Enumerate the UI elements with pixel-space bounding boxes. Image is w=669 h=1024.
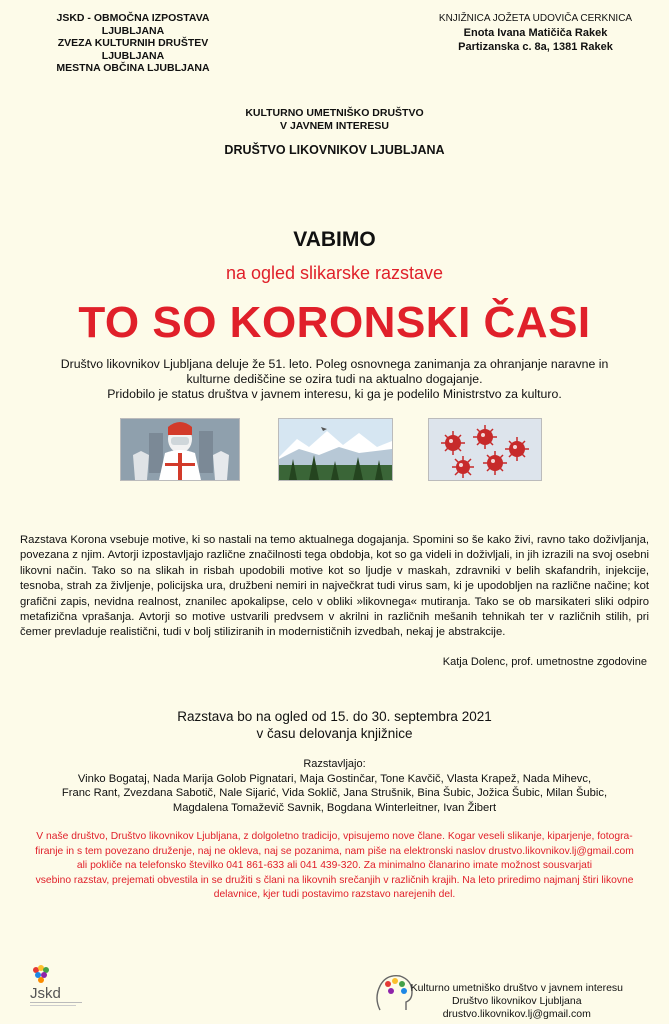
dates-line: Razstava bo na ogled od 15. do 30. septembra 2021 (177, 709, 492, 724)
footer-line: Društvo likovnikov Ljubljana (451, 995, 582, 1007)
notice-line: ali pokliče na telefonsko številko 041 861-633 ali 041 439-320. Za minimalno članarino imate možnost sousvarjati (76, 860, 593, 872)
exhibitors-line: Vinko Bogataj, Nada Marija Golob Pignatari, Maja Gostinčar, Tone Kavčič, Vlasta Krapež, Nada Mihevc, (77, 773, 592, 785)
exhibitors-list (30, 772, 639, 815)
intro-line: Društvo likovnikov Ljubljana deluje že 51. leto. Poleg osnovnega zanimanja za ohranjanje naravne in (60, 357, 609, 371)
intro-line: Pridobilo je status društva v javnem interesu, ki ga je podelilo Ministrstvo za kulturo. (107, 387, 562, 401)
org-name: DRUŠTVO LIKOVNIKOV LJUBLJANA (224, 143, 445, 157)
header-left-line: MESTNA OBČINA LJUBLJANA (56, 62, 210, 74)
header-left-line: ZVEZA KULTURNIH DRUŠTEV LJUBLJANA (57, 37, 209, 62)
exhibitors-line: Magdalena Tomaževič Savnik, Bogdana Winterleitner, Ivan Žibert (172, 801, 497, 814)
org-status-line: KULTURNO UMETNIŠKO DRUŠTVO (245, 107, 424, 119)
footer-line: Kulturno umetniško društvo v javnem interesu (410, 982, 623, 994)
header-left-line: JSKD - OBMOČNA IZPOSTAVA LJUBLJANA (56, 12, 210, 37)
jskd-logo-text: Jskd (30, 985, 61, 1002)
header-left-organizations (28, 12, 238, 75)
membership-notice (15, 830, 654, 903)
notice-line: vsebino razstav, prejemati obvestila in se družiti s člani na likovnih srečanjih v različnih krajih. Na leto priredimo najmanj štiri likovne (35, 874, 634, 886)
library-address: Partizanska c. 8a, 1381 Rakek (458, 41, 613, 53)
intro-line: kulturne dediščine se ozira tudi na aktualno dogajanje. (186, 372, 483, 386)
painting-virus-cells (428, 418, 542, 481)
invite-subtitle: na ogled slikarske razstave (225, 263, 444, 283)
notice-line: firanje in s tem povezano druženje, naj ne okleva, naj se pozanima, nam piše na elektronski naslov drustvo.likovnikov.lj@gmail.com (35, 845, 634, 857)
notice-line: V naše društvo, Društvo likovnikov Ljubljana, z dolgoletno tradicijo, vpisujemo nove člane. Kogar veseli slikanje, kiparjenje, fotogra- (36, 831, 633, 842)
org-status (0, 107, 669, 133)
painting-mountain-landscape (278, 418, 393, 481)
painting-masked-medics (120, 418, 240, 481)
org-status-line: V JAVNEM INTERESU (280, 120, 389, 132)
footer-contact (411, 982, 623, 1021)
intro-text (0, 357, 669, 402)
jskd-logo (26, 964, 86, 1012)
header-right-library (428, 12, 643, 54)
notice-line: delavnice, kjer tudi postavimo razstavo narejenih del. (213, 889, 456, 901)
dates-line: v času delovanja knjižnice (256, 726, 413, 741)
exhibition-title: TO SO KORONSKI ČASI (78, 298, 591, 347)
footer-email[interactable]: drustvo.likovnikov.lj@gmail.com (442, 1008, 591, 1020)
author-signature: Katja Dolenc, prof. umetnostne zgodovine (442, 656, 647, 668)
library-unit: Enota Ivana Matičiča Rakek (463, 27, 608, 39)
exhibition-description: Razstava Korona vsebuje motive, ki so nastali na temo aktualnega dogajanja. Spomini so še kako živi, ravno tako doživljanja, povezana z njim. Avtorji izpostavljajo različne značilnosti tega obdobja, kot so ga videli in doživljali, in jih izrazili na svoj osebni likovni način. Tako so na slikah in risbah upodobili motive kot so ljudje v maskah, zdravniki v belih skafandrih, injekcije, tesnoba, strah za življenje, policijska ura, družbeni nemiri in največkrat tudi virus sam, ki je upodobljen na različne načine; kot grafični zapis, nevidna realnost, znanilec apokalipse, celo v obliki »likovnega« mutiranja. Tako se ob marsikateri sliki odpiro metafizična vprašanja. Avtorji so motive ustvarili predvsem v akrilni in različnih mešanih tehnikah ter v različnih stilih, pri čemer prevladuje realistični, tudi v bolj stiliziranih in modernističnih izvedbah, nekaj je abstrakcije. (20, 534, 649, 639)
library-name: KNJIŽNICA JOŽETA UDOVIČA CERKNICA (438, 13, 633, 24)
exhibition-dates (0, 708, 669, 742)
exhibitors-label: Razstavljajo: (303, 758, 366, 770)
exhibitors-line: Franc Rant, Zvezdana Sabotič, Nale Sijarić, Vida Soklič, Jana Strušnik, Bina Šubic, Jožica Šubic, Milan Šubic, (61, 787, 608, 800)
invite-heading: VABIMO (293, 228, 376, 251)
